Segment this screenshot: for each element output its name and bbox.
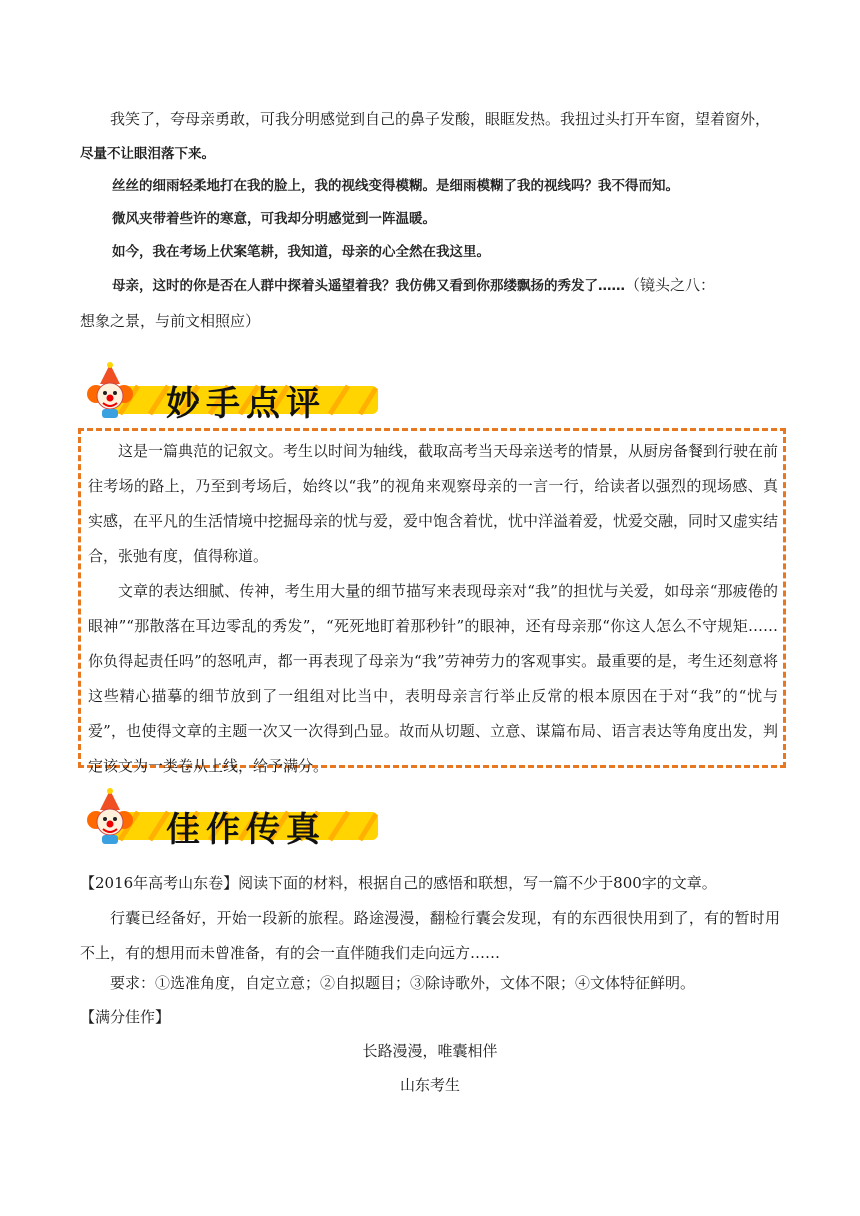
review-paragraph-1: 这是一篇典范的记叙文。考生以时间为轴线，截取高考当天母亲送考的情景，从厨房备餐到行驶在前往考场的路上，乃至到考场后，始终以“我”的视角来观察母亲的一言一行，给读者以强烈的现场感、真实感，在平凡的生活情境中挖掘母亲的忧与爱，爱中饱含着忧，忧中洋溢着爱，忧爱交融，同时又虚实结合，张弛有度，值得称道。 — [88, 442, 779, 565]
clown-icon — [80, 362, 140, 422]
review-paragraph-2: 文章的表达细腻、传神，考生用大量的细节描写来表现母亲对“我”的担忧与关爱，如母亲“那疲倦的眼神”“那散落在耳边零乱的秀发”，“死死地盯着那秒针”的眼神，还有母亲那“你这人怎么不守规矩……你负得起责任吗”的怒吼声，都一再表现了母亲为“我”劳神劳力的客观事实。最重要的是，考生还刻意将这些精心描摹的细节放到了一组组对比当中，表明母亲言行举止反常的根本原因在于对“我”的“忧与爱”，也使得文章的主题一次又一次得到凸显。故而从切题、立意、谋篇布局、语言表达等角度出发，判定该文为一类卷从上线，给予满分。 — [88, 582, 778, 775]
narrative-line-2: 尽量不让眼泪落下来。 — [80, 146, 215, 162]
review-banner-title: 妙手点评 — [166, 384, 326, 424]
review-banner — [80, 362, 380, 422]
handwritten-line-4-text: 母亲，这时的你是否在人群中探着头遥望着我？我仿佛又看到你那缕飘扬的秀发了…… — [112, 278, 625, 294]
handwritten-line-4 — [112, 269, 812, 302]
handwritten-line-3: 如今，我在考场上伏案笔耕，我知道，母亲的心全然在我这里。 — [112, 244, 490, 260]
prompt-material: 行囊已经备好，开始一段新的旅程。路途漫漫，翻检行囊会发现，有的东西很快用到了，有的暂时用不上，有的想用而未曾准备，有的会一直伴随我们走向远方…… — [80, 909, 780, 962]
clown-icon — [80, 788, 140, 848]
prompt-source: 【2016年高考山东卷】阅读下面的材料，根据自己的感悟和联想，写一篇不少于800字的文章。 — [80, 874, 717, 892]
narrative-paragraph — [80, 102, 780, 137]
narrative-line-1: 我笑了，夸母亲勇敢，可我分明感觉到自己的鼻子发酸，眼眶发热。我扭过头打开车窗，望着窗外， — [110, 110, 771, 128]
essay-author: 山东考生 — [399, 1076, 460, 1094]
handwritten-line-1: 丝丝的细雨轻柔地打在我的脸上，我的视线变得模糊。是细雨模糊了我的视线吗？我不得而知。 — [112, 178, 679, 194]
essay-title: 长路漫漫，唯囊相伴 — [362, 1042, 498, 1060]
essay-banner — [80, 788, 380, 848]
annotation-tail: （镜头之八： — [625, 276, 716, 294]
annotation-line-2: 想象之景，与前文相照应） — [80, 312, 261, 330]
full-score-label: 【满分佳作】 — [80, 1008, 171, 1026]
essay-banner-title: 佳作传真 — [166, 810, 326, 850]
handwritten-line-2: 微风夹带着些许的寒意，可我却分明感觉到一阵温暖。 — [112, 211, 436, 227]
review-text — [88, 434, 778, 784]
prompt-requirements: 要求：①选准角度，自定立意；②自拟题目；③除诗歌外，文体不限；④文体特征鲜明。 — [110, 974, 696, 992]
